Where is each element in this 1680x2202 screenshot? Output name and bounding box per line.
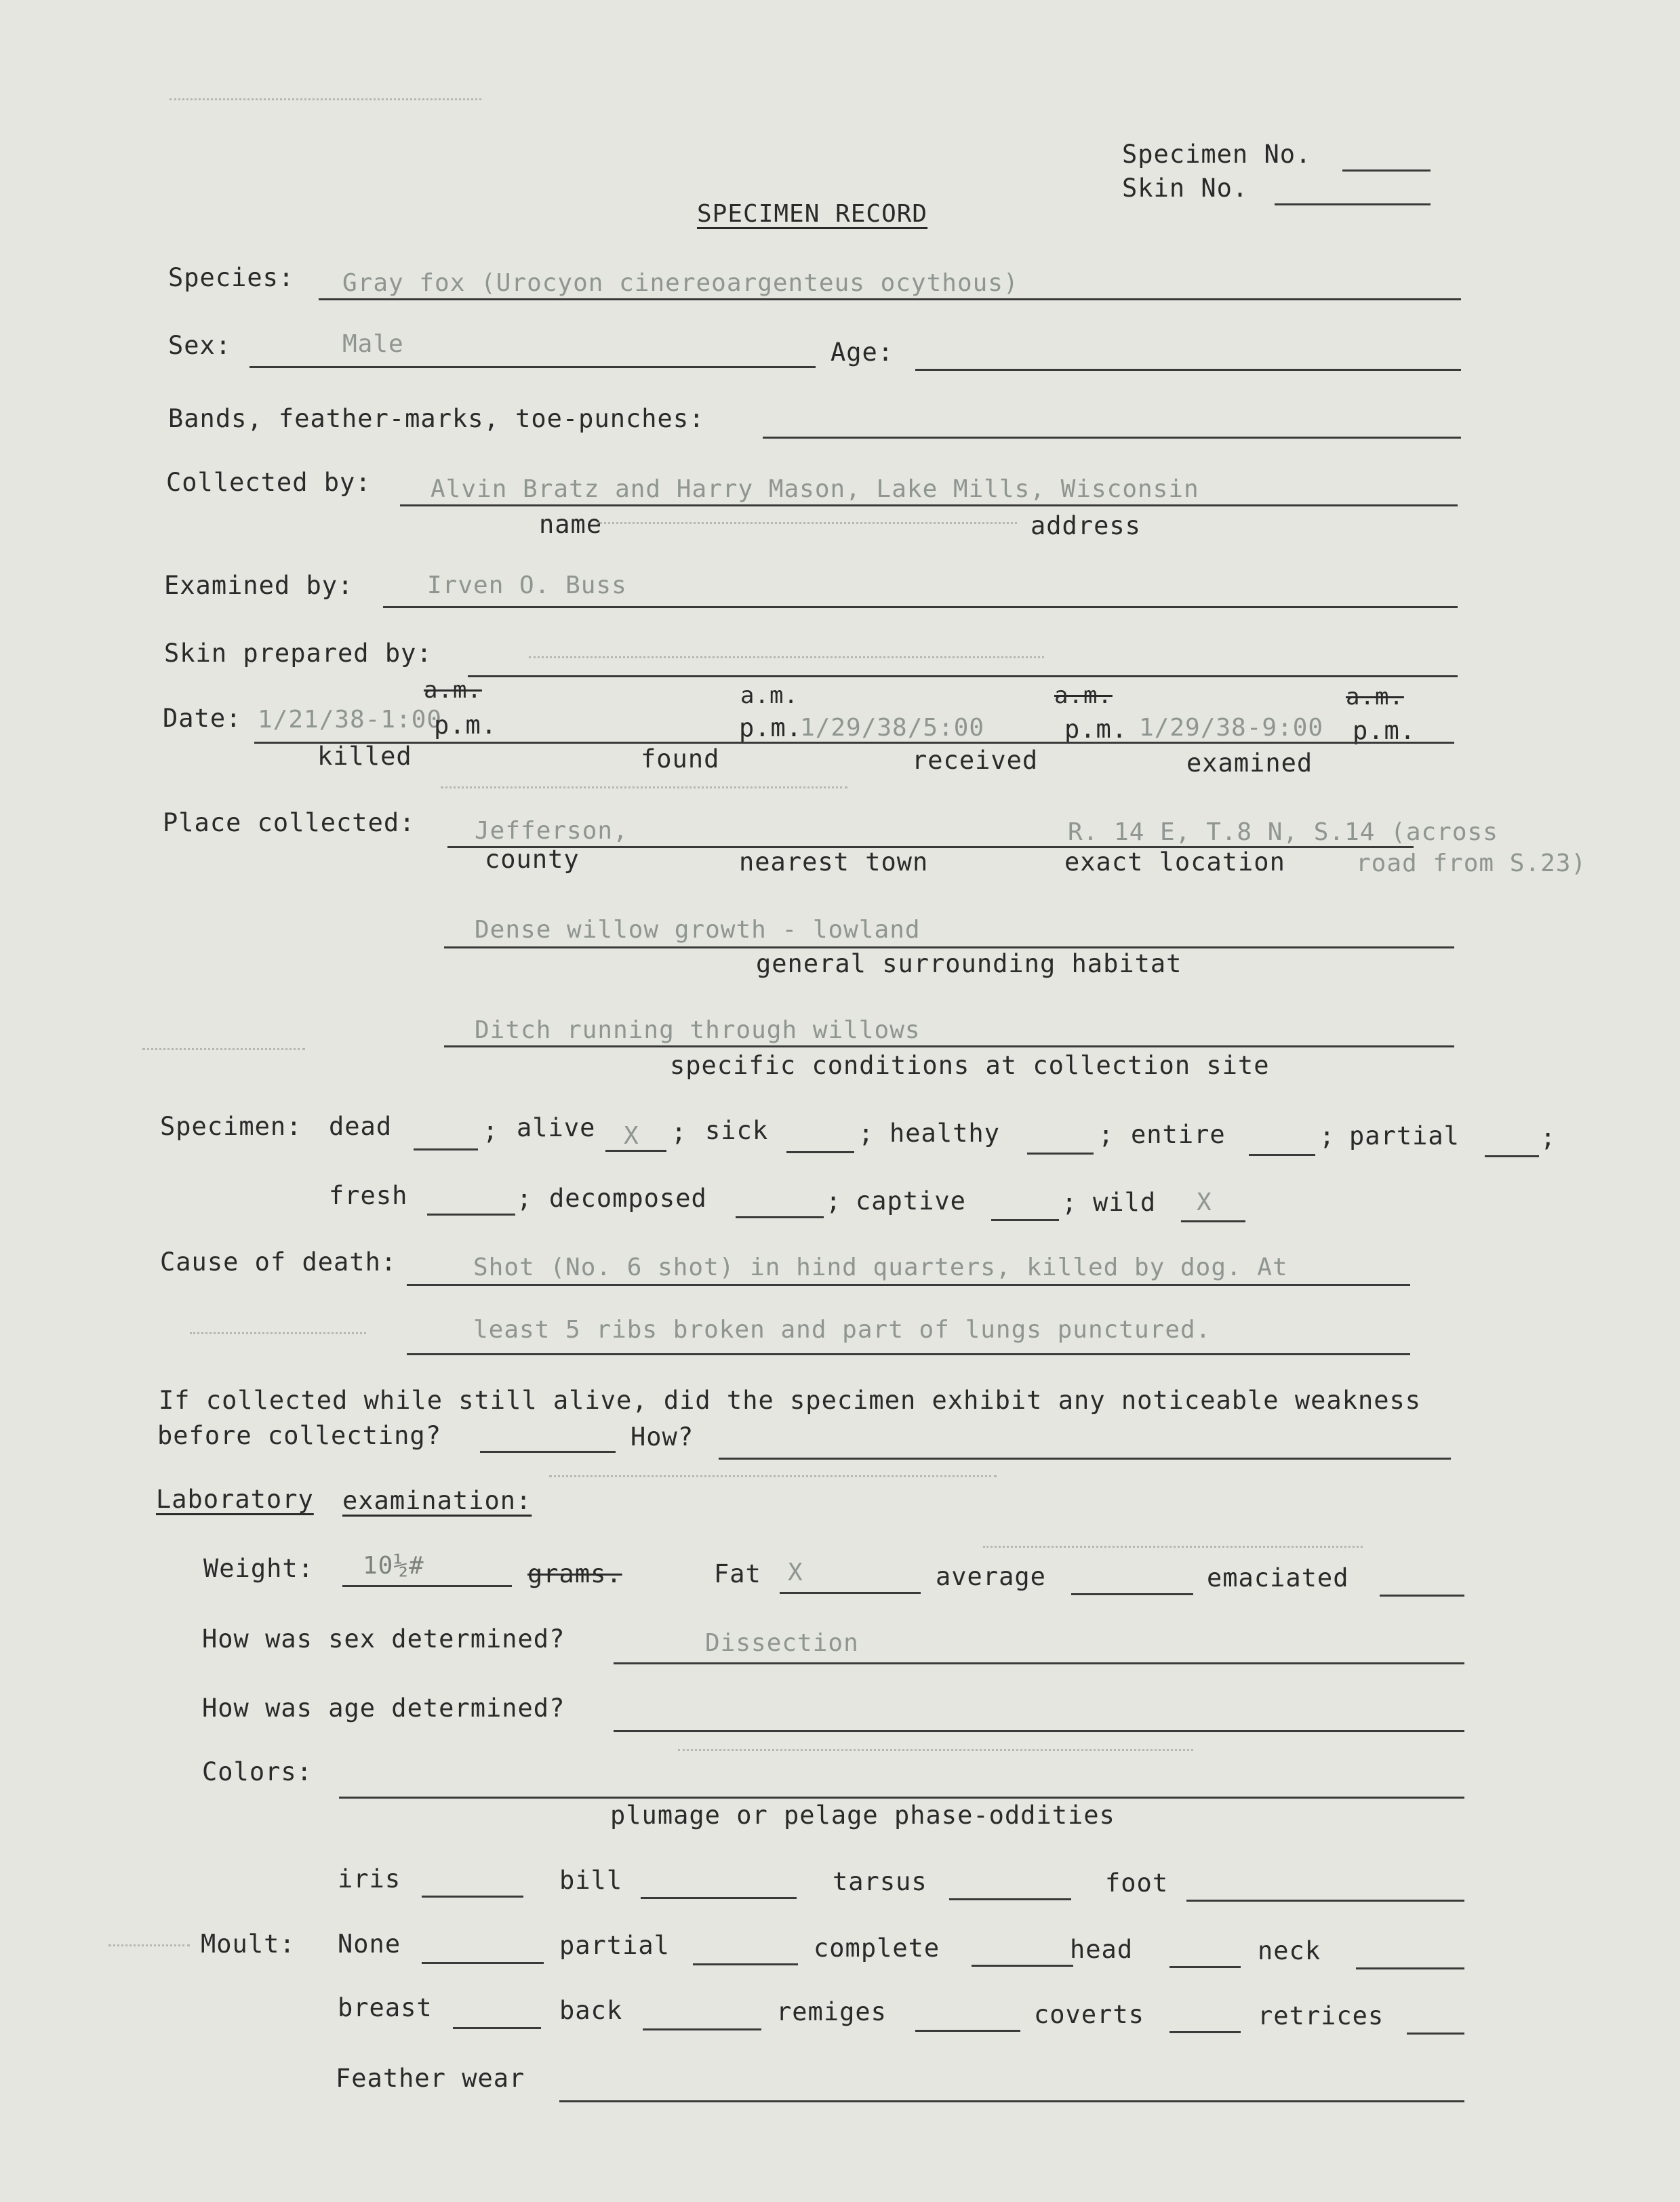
date-examined-caption: examined: [1186, 748, 1313, 778]
specimen-no-label: Specimen No.: [1122, 140, 1312, 169]
moult-partial-field[interactable]: [693, 1963, 798, 1965]
moult-neck-label: neck: [1258, 1936, 1321, 1965]
date-received-pm: p.m.: [1064, 715, 1128, 744]
moult-none-field[interactable]: [422, 1962, 544, 1964]
examined-by-label: Examined by:: [164, 571, 354, 600]
colors-caption: plumage or pelage phase-oddities: [610, 1801, 1115, 1830]
semicolon-8: ;: [826, 1186, 842, 1216]
weight-value: 10½#: [363, 1552, 424, 1580]
bands-field[interactable]: [763, 437, 1461, 439]
date-field[interactable]: [254, 742, 1454, 744]
entire-label: entire: [1131, 1120, 1226, 1149]
cause-of-death-line1: Shot (No. 6 shot) in hind quarters, killed by dog. At: [473, 1254, 1288, 1281]
skin-prepared-by-label: Skin prepared by:: [164, 639, 433, 668]
decomposed-label: decomposed: [549, 1184, 707, 1213]
fat-label: Fat: [714, 1559, 761, 1588]
collected-by-label: Collected by:: [166, 468, 372, 497]
age-determined-question: How was age determined?: [202, 1694, 565, 1723]
partial-field[interactable]: [1485, 1155, 1539, 1157]
coverts-label: coverts: [1034, 2000, 1144, 2029]
wild-mark: X: [1197, 1188, 1212, 1216]
decomposed-field[interactable]: [736, 1216, 824, 1218]
retrices-label: retrices: [1258, 2001, 1384, 2030]
semicolon-1: ;: [483, 1116, 499, 1145]
place-town-caption: nearest town: [739, 847, 929, 877]
dead-field[interactable]: [414, 1148, 478, 1150]
site-conditions-value: Ditch running through willows: [475, 1016, 921, 1044]
semicolon-3: ;: [858, 1119, 875, 1148]
before-collecting-field[interactable]: [480, 1451, 616, 1453]
date-label: Date:: [163, 704, 242, 733]
habitat-caption: general surrounding habitat: [756, 949, 1182, 978]
semicolon-5: ;: [1319, 1121, 1336, 1150]
weakness-question: If collected while still alive, did the specimen exhibit any noticeable weakness: [159, 1386, 1422, 1415]
bands-label: Bands, feather-marks, toe-punches:: [168, 404, 705, 433]
sick-label: sick: [705, 1116, 769, 1145]
date-found-am: a.m.: [740, 682, 799, 709]
site-conditions-caption: specific conditions at collection site: [670, 1051, 1270, 1080]
remiges-field[interactable]: [915, 2030, 1020, 2032]
place-county-value: Jefferson,: [475, 817, 628, 845]
sex-determined-answer: Dissection: [705, 1629, 859, 1657]
lab-heading-b: examination:: [342, 1486, 532, 1515]
paper-speck: [169, 98, 481, 100]
breast-label: breast: [338, 1993, 433, 2022]
date-received-value: 1/29/38/5:00: [800, 714, 985, 742]
captive-label: captive: [856, 1186, 966, 1216]
fresh-label: fresh: [329, 1181, 408, 1210]
feather-wear-field[interactable]: [559, 2100, 1464, 2102]
breast-field[interactable]: [453, 2027, 541, 2029]
back-label: back: [559, 1996, 623, 2025]
feather-wear-label: Feather wear: [336, 2064, 525, 2093]
date-found-caption: found: [641, 744, 720, 774]
moult-complete-field[interactable]: [972, 1965, 1073, 1967]
fat-mark: X: [788, 1559, 803, 1586]
emaciated-label: emaciated: [1207, 1563, 1349, 1593]
cause-of-death-field-1[interactable]: [407, 1284, 1410, 1286]
colors-field[interactable]: [339, 1797, 1464, 1799]
semicolon-9: ;: [1062, 1188, 1078, 1217]
how-label: How?: [631, 1422, 694, 1452]
moult-none-label: None: [338, 1929, 401, 1959]
back-field[interactable]: [643, 2028, 761, 2030]
collected-by-address-caption: address: [1031, 511, 1141, 540]
paper-speck: [190, 1332, 366, 1334]
date-examined-value: 1/29/38-9:00: [1139, 714, 1324, 742]
sex-field[interactable]: [249, 366, 816, 368]
species-label: Species:: [168, 263, 295, 292]
collected-by-name-caption: name: [539, 510, 603, 539]
paper-speck: [597, 522, 1017, 524]
species-field[interactable]: [319, 298, 1461, 300]
healthy-label: healthy: [889, 1119, 1000, 1148]
healthy-field[interactable]: [1027, 1153, 1094, 1155]
foot-label: foot: [1105, 1868, 1169, 1898]
alive-label: alive: [517, 1113, 596, 1142]
moult-head-label: head: [1070, 1935, 1134, 1964]
age-determined-field[interactable]: [614, 1730, 1464, 1732]
cause-of-death-field-2[interactable]: [407, 1353, 1410, 1355]
cause-of-death-label: Cause of death:: [160, 1247, 397, 1277]
iris-field[interactable]: [422, 1896, 523, 1898]
paper-speck: [529, 656, 1044, 658]
skin-no-field[interactable]: [1275, 203, 1431, 205]
site-conditions-field[interactable]: [444, 1045, 1454, 1047]
place-location-value: R. 14 E, T.8 N, S.14 (across: [1068, 818, 1498, 846]
semicolon-2: ;: [671, 1117, 687, 1146]
semicolon-6: ;: [1540, 1123, 1557, 1152]
place-location-caption: exact location: [1064, 847, 1285, 877]
paper-speck: [108, 1944, 190, 1946]
moult-head-field[interactable]: [1169, 1966, 1241, 1968]
average-label: average: [936, 1562, 1046, 1591]
cause-of-death-line2: least 5 ribs broken and part of lungs punctured.: [473, 1316, 1212, 1344]
moult-neck-field[interactable]: [1356, 1967, 1464, 1969]
sex-determined-field[interactable]: [614, 1662, 1464, 1664]
partial-label: partial: [1349, 1121, 1460, 1150]
remiges-label: remiges: [776, 1997, 887, 2026]
foot-field[interactable]: [1186, 1900, 1464, 1902]
grams-label: grams.: [527, 1559, 622, 1588]
moult-complete-label: complete: [814, 1934, 940, 1963]
paper-speck: [441, 786, 847, 788]
alive-field[interactable]: [605, 1150, 666, 1152]
examined-by-field[interactable]: [383, 606, 1458, 608]
average-field[interactable]: [1071, 1593, 1193, 1595]
collected-by-field[interactable]: [400, 504, 1458, 506]
fat-field[interactable]: [780, 1592, 921, 1594]
date-killed-pm: p.m.: [434, 710, 498, 740]
sex-label: Sex:: [168, 331, 232, 360]
age-field[interactable]: [915, 369, 1461, 371]
retrices-field[interactable]: [1407, 2033, 1464, 2035]
place-collected-label: Place collected:: [163, 808, 416, 837]
coverts-field[interactable]: [1169, 2031, 1241, 2033]
habitat-value: Dense willow growth - lowland: [475, 916, 921, 944]
date-killed-am: a.m.: [424, 677, 482, 704]
entire-field[interactable]: [1249, 1154, 1315, 1156]
sick-field[interactable]: [786, 1151, 854, 1153]
skin-prepared-by-field[interactable]: [468, 675, 1458, 677]
paper-speck: [142, 1048, 305, 1050]
bill-label: bill: [559, 1866, 623, 1895]
date-examined-pm: p.m.: [1353, 716, 1416, 745]
how-field[interactable]: [719, 1458, 1451, 1460]
paper-speck: [549, 1475, 997, 1477]
iris-label: iris: [338, 1864, 401, 1894]
wild-label: wild: [1093, 1188, 1157, 1217]
fresh-field[interactable]: [427, 1214, 515, 1216]
colors-label: Colors:: [202, 1757, 313, 1786]
date-killed-value: 1/21/38-1:00: [258, 706, 443, 734]
before-collecting-label: before collecting?: [157, 1421, 441, 1450]
dead-label: dead: [329, 1112, 393, 1141]
sex-value: Male: [342, 330, 404, 358]
place-county-caption: county: [485, 845, 580, 874]
examined-by-value: Irven O. Buss: [427, 572, 627, 599]
paper-speck: [983, 1546, 1363, 1548]
specimen-condition-label: Specimen:: [160, 1112, 302, 1141]
page-title: SPECIMEN RECORD: [697, 200, 928, 228]
age-label: Age:: [831, 338, 894, 367]
habitat-field[interactable]: [444, 946, 1454, 948]
weight-field[interactable]: [342, 1585, 512, 1587]
place-location-value-2: road from S.23): [1356, 849, 1587, 877]
species-value: Gray fox (Urocyon cinereoargenteus ocythous): [342, 269, 1019, 297]
captive-field[interactable]: [991, 1219, 1059, 1221]
tarsus-label: tarsus: [833, 1867, 927, 1896]
skin-no-label: Skin No.: [1122, 174, 1249, 203]
moult-partial-label: partial: [559, 1931, 670, 1960]
date-killed-caption: killed: [317, 742, 412, 771]
bill-field[interactable]: [641, 1897, 797, 1899]
date-received-am: a.m.: [1054, 682, 1113, 709]
weight-label: Weight:: [203, 1554, 314, 1583]
paper-speck: [678, 1749, 1193, 1751]
date-received-caption: received: [912, 746, 1039, 775]
tarsus-field[interactable]: [949, 1898, 1071, 1900]
moult-label: Moult:: [201, 1929, 296, 1959]
semicolon-7: ;: [517, 1184, 533, 1213]
alive-mark: X: [624, 1122, 639, 1150]
date-found-pm: p.m.: [739, 713, 803, 742]
sex-determined-question: How was sex determined?: [202, 1624, 565, 1654]
emaciated-field[interactable]: [1380, 1595, 1464, 1597]
wild-field[interactable]: [1181, 1220, 1245, 1222]
lab-heading-a: Laboratory: [156, 1485, 314, 1514]
semicolon-4: ;: [1098, 1120, 1115, 1149]
specimen-no-field[interactable]: [1342, 169, 1431, 172]
date-examined-am: a.m.: [1346, 683, 1404, 710]
collected-by-value: Alvin Bratz and Harry Mason, Lake Mills, Wisconsin: [431, 475, 1199, 503]
